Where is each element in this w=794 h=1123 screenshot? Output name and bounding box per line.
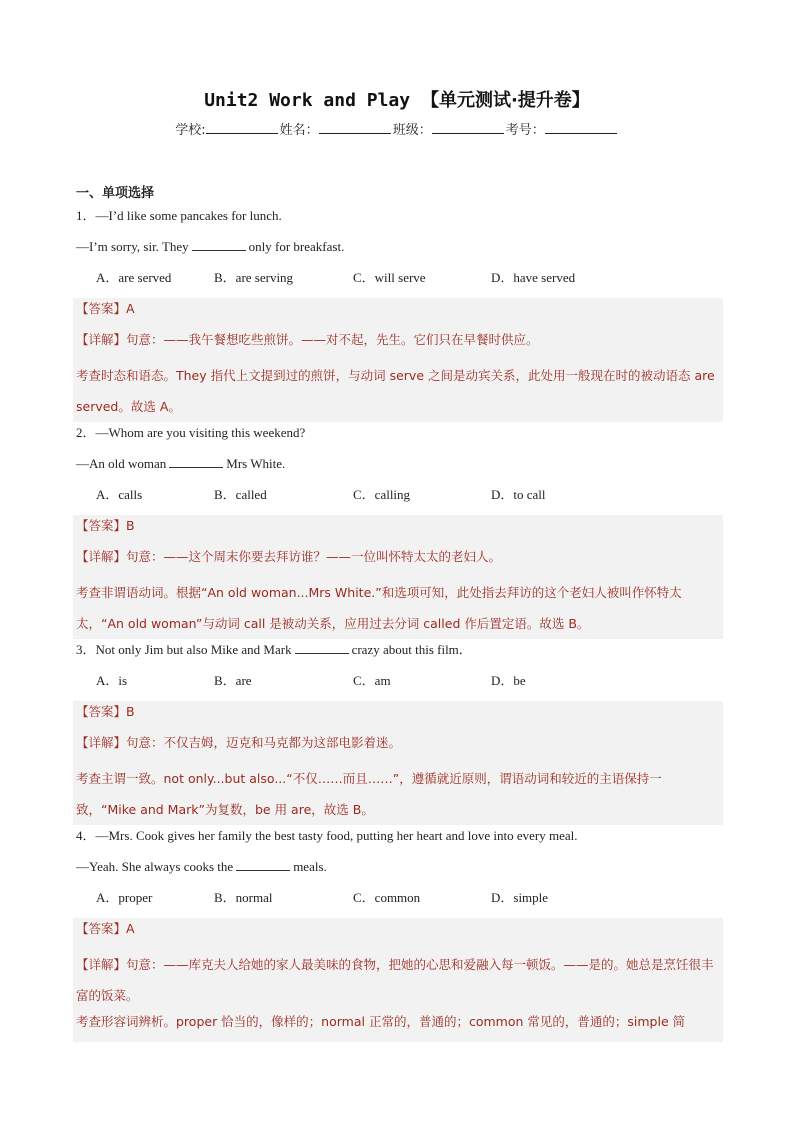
option-d[interactable]: D．have served [491,270,576,285]
question-4 [76,825,720,1042]
question-2 [76,422,720,639]
title-english: Unit2 Work and Play [204,90,421,111]
option-d[interactable]: D．to call [491,487,546,502]
option-a[interactable]: A．is [96,673,128,688]
option-b[interactable]: B．normal [214,890,273,905]
option-d[interactable]: D．be [491,673,526,688]
question-stem: 2．—Whom are you visiting this weekend? [76,425,306,440]
name-label: 姓名： [279,123,319,138]
question-stem: 4．—Mrs. Cook gives her family the best tasty food, putting her heart and love into every meal. [76,828,578,843]
answer-blank [236,858,290,871]
answer-block [73,918,723,1042]
page-title [0,86,794,112]
reply-before-blank: —An old woman [76,456,167,471]
class-label: 班级： [392,123,432,138]
answer-key: 【答案】A [76,921,135,936]
question-reply [76,453,720,484]
answer-blank [169,455,223,468]
answer-blank [192,238,246,251]
option-c[interactable]: C．calling [353,487,411,502]
options-row [76,670,720,701]
option-c[interactable]: C．common [353,890,421,905]
answer-analysis: 考查主谓一致。not only...but also...“不仅……而且……”，遵循就近原则，谓语动词和较近的主语保持一致，“Mike and Mark”为复数，be 用 are，故选 B。 [76,771,662,817]
answer-block [73,298,723,422]
answer-key: 【答案】B [76,518,135,533]
question-reply [76,856,720,887]
option-b[interactable]: B．called [214,487,267,502]
answer-detail: 【详解】句意：不仅吉姆，迈克和马克都为这部电影着迷。 [76,735,402,750]
options-row [76,887,720,918]
answer-detail: 【详解】句意：——我午餐想吃些煎饼。——对不起，先生。它们只在早餐时供应。 [76,332,539,347]
option-a[interactable]: A．are served [96,270,172,285]
number-label: 考号： [505,123,545,138]
number-blank[interactable] [545,121,617,134]
question-1 [76,205,720,422]
answer-analysis: 考查形容词辨析。proper 恰当的，像样的；normal 正常的，普通的；common 常见的，普通的；simple 简 [76,1014,686,1029]
option-b[interactable]: B．are [214,673,252,688]
student-info-line [0,119,794,138]
options-row [76,267,720,298]
option-c[interactable]: C．will serve [353,270,426,285]
title-chinese: 【单元测试·提升卷】 [420,90,590,111]
answer-block [73,701,723,825]
school-label: 学校: [175,123,206,138]
answer-key: 【答案】A [76,301,135,316]
options-row [76,484,720,515]
answer-detail: 【详解】句意：——库克夫人给她的家人最美味的食物，把她的心思和爱融入每一顿饭。——是的。她总是烹饪很丰富的饭菜。 [76,957,714,1003]
question-stem [76,639,720,670]
reply-after-blank: Mrs White. [226,456,286,471]
answer-block [73,515,723,639]
answer-detail: 【详解】句意：——这个周末你要去拜访谁？——一位叫怀特太太的老妇人。 [76,549,502,564]
reply-after-blank: only for breakfast. [248,239,345,254]
option-b[interactable]: B．are serving [214,270,294,285]
option-a[interactable]: A．calls [96,487,143,502]
reply-before-blank: —I’m sorry, sir. They [76,239,189,254]
name-blank[interactable] [319,121,391,134]
question-list [76,205,720,1042]
answer-analysis: 考查非谓语动词。根据“An old woman...Mrs White.”和选项可知，此处指去拜访的这个老妇人被叫作怀特太太，“An old woman”与动词 call 是被动关系，应用过去分词 called 作后置定语。故选 B。 [76,585,682,631]
answer-analysis: 考查时态和语态。They 指代上文提到过的煎饼，与动词 serve 之间是动宾关系，此处用一般现在时的被动语态 are served。故选 A。 [76,368,715,414]
option-d[interactable]: D．simple [491,890,549,905]
class-blank[interactable] [432,121,504,134]
stem-before-blank: 3．Not only Jim but also Mike and Mark [76,642,292,657]
question-3 [76,639,720,825]
section-heading: 一、单项选择 [76,186,155,201]
reply-before-blank: —Yeah. She always cooks the [76,859,234,874]
answer-key: 【答案】B [76,704,135,719]
school-blank[interactable] [206,121,278,134]
stem-after-blank: crazy about this film． [351,642,472,657]
reply-after-blank: meals. [293,859,327,874]
answer-blank [295,641,349,654]
question-stem: 1．—I’d like some pancakes for lunch. [76,208,282,223]
option-c[interactable]: C．am [353,673,391,688]
option-a[interactable]: A．proper [96,890,153,905]
question-reply [76,236,720,267]
